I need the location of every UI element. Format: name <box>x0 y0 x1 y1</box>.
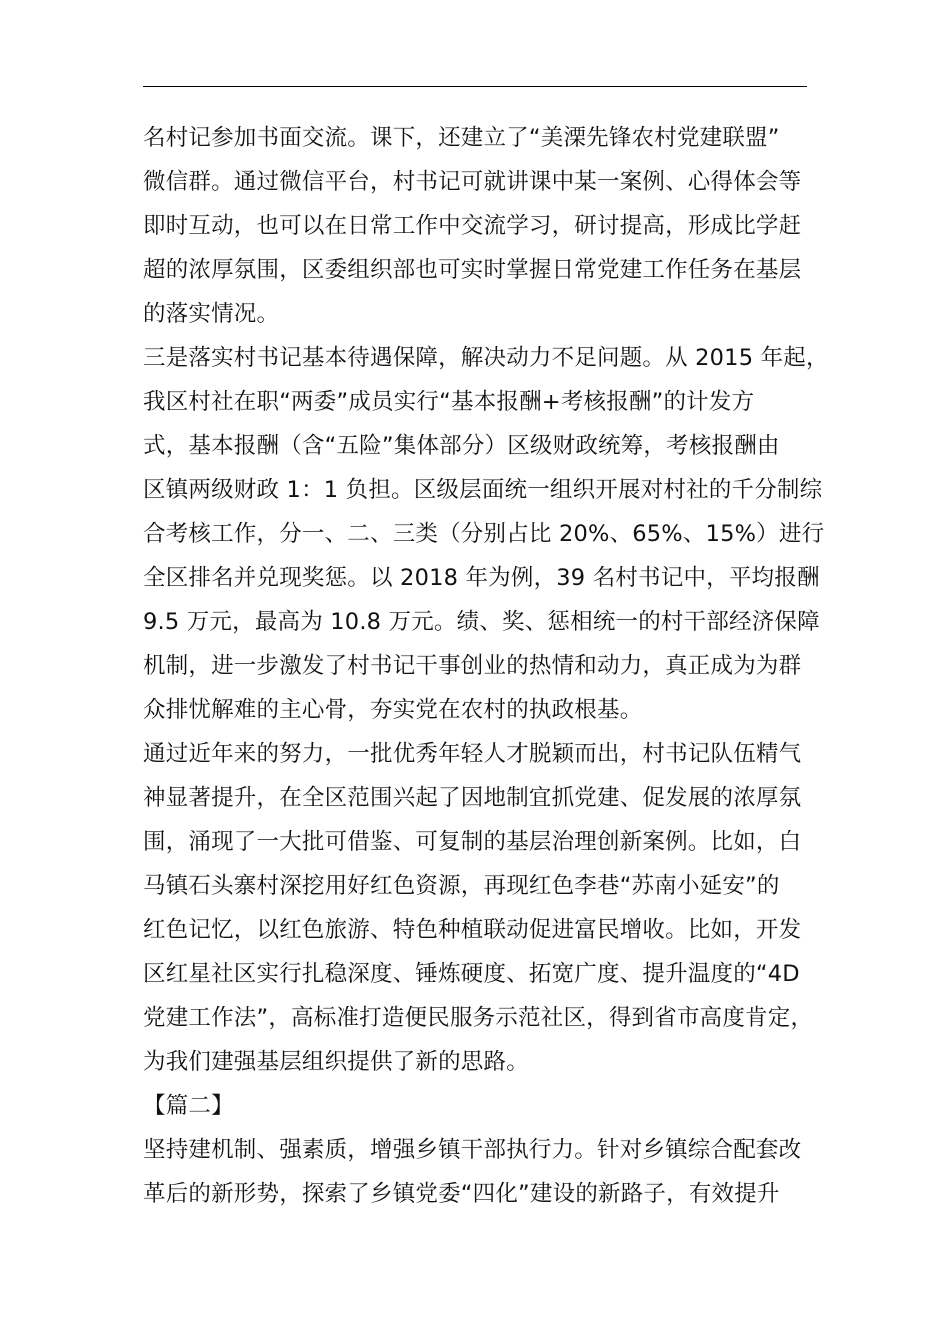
body-text <box>143 116 829 1216</box>
text-line: 微信群。通过微信平台，村书记可就讲课中某一案例、心得体会等 <box>143 169 802 195</box>
text-line: 神显著提升，在全区范围兴起了因地制宜抓党建、促发展的浓厚氛 <box>143 785 802 811</box>
text-line: 我区村社在职“两委”成员实行“基本报酬+考核报酬”的计发方 <box>143 389 755 415</box>
section-heading: 【篇二】 <box>143 1093 234 1119</box>
text-line: 的落实情况。 <box>143 301 280 327</box>
header-rule <box>143 86 807 87</box>
text-line: 红色记忆，以红色旅游、特色种植联动促进富民增收。比如，开发 <box>143 917 802 943</box>
text-line: 9.5 万元，最高为 10.8 万元。绩、奖、惩相统一的村干部经济保障 <box>143 609 820 635</box>
text-line: 机制，进一步激发了村书记干事创业的热情和动力，真正成为为群 <box>143 653 802 679</box>
text-line: 通过近年来的努力，一批优秀年轻人才脱颖而出，村书记队伍精气 <box>143 741 802 767</box>
text-line: 全区排名并兑现奖惩。以 2018 年为例，39 名村书记中，平均报酬 <box>143 565 820 591</box>
text-line: 区红星社区实行扎稳深度、锤炼硬度、拓宽广度、提升温度的“4D <box>143 961 800 987</box>
text-line: 合考核工作，分一、二、三类（分别占比 20%、65%、15%）进行 <box>143 521 825 547</box>
text-line: 超的浓厚氛围，区委组织部也可实时掌握日常党建工作任务在基层 <box>143 257 802 283</box>
text-line: 式，基本报酬（含“五险”集体部分）区级财政统筹，考核报酬由 <box>143 433 780 459</box>
text-line: 坚持建机制、强素质，增强乡镇干部执行力。针对乡镇综合配套改 <box>143 1137 802 1163</box>
text-line: 党建工作法”，高标准打造便民服务示范社区，得到省市高度肯定， <box>143 1005 814 1031</box>
text-line: 三是落实村书记基本待遇保障，解决动力不足问题。从 2015 年起， <box>143 345 829 371</box>
text-line: 革后的新形势，探索了乡镇党委“四化”建设的新路子，有效提升 <box>143 1181 780 1207</box>
text-line: 名村记参加书面交流。课下，还建立了“美溧先锋农村党建联盟” <box>143 125 780 151</box>
text-line: 区镇两级财政 1：1 负担。区级层面统一组织开展对村社的千分制综 <box>143 477 823 503</box>
text-line: 即时互动，也可以在日常工作中交流学习，研讨提高，形成比学赶 <box>143 213 802 239</box>
text-line: 马镇石头寨村深挖用好红色资源，再现红色李巷“苏南小延安”的 <box>143 873 780 899</box>
text-line: 为我们建强基层组织提供了新的思路。 <box>143 1049 529 1075</box>
text-line: 众排忧解难的主心骨，夯实党在农村的执政根基。 <box>143 697 643 723</box>
text-line: 围，涌现了一大批可借鉴、可复制的基层治理创新案例。比如，白 <box>143 829 802 855</box>
